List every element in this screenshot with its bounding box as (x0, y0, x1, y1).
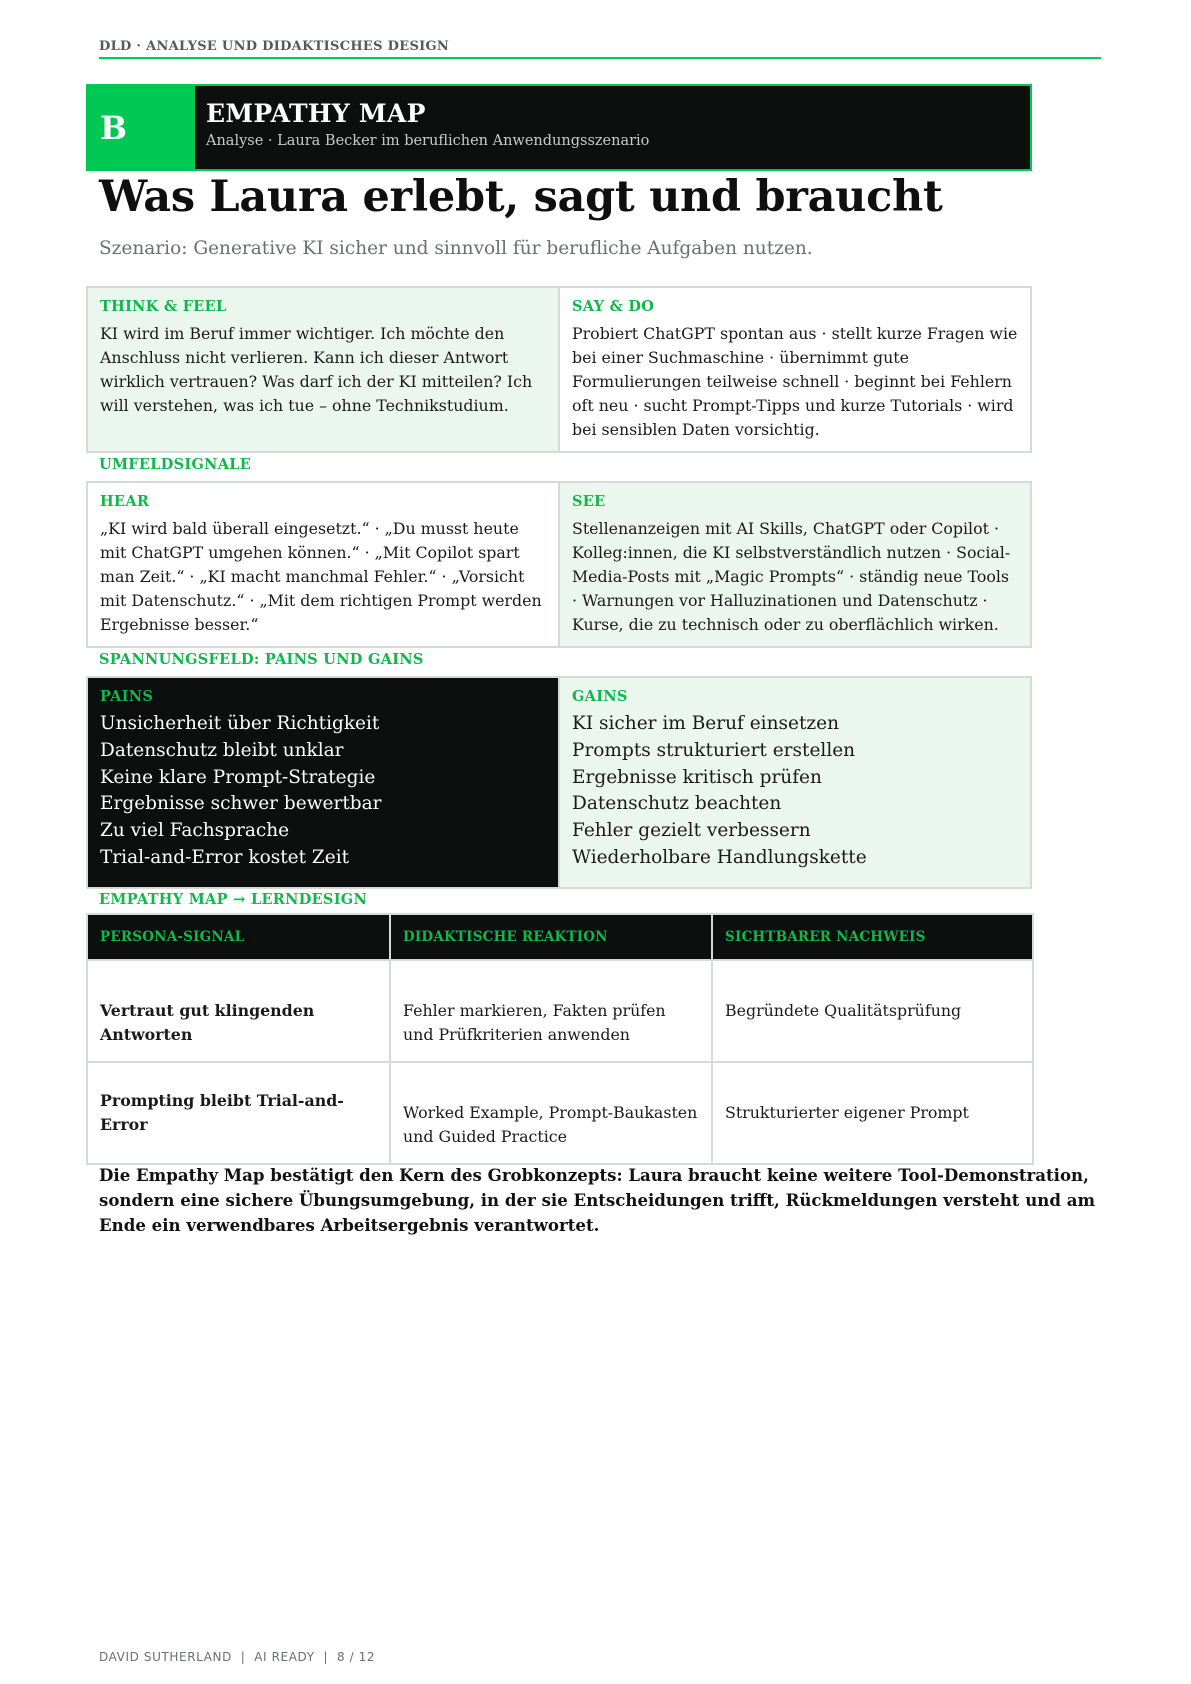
section-letter: B (88, 86, 195, 169)
think-feel-card (88, 288, 558, 451)
empathy-grid-top (86, 286, 1032, 453)
cell-text: Strukturierter eigener Prompt (725, 1103, 969, 1122)
lerndesign-table (86, 913, 1034, 1165)
page-title: Was Laura erlebt, sagt und braucht (99, 172, 943, 222)
cell-text: Vertraut gut klingenden Antworten (100, 1001, 315, 1044)
hear-card (88, 483, 558, 646)
gain-item: Wiederholbare Handlungskette (572, 846, 867, 868)
gain-item: Ergebnisse kritisch prüfen (572, 766, 822, 788)
page-footer: DAVID SUTHERLAND | AI READY | 8 / 12 (99, 1650, 376, 1664)
spannung-label: SPANNUNGSFELD: PAINS UND GAINS (99, 651, 424, 668)
gains-label: GAINS (572, 688, 628, 705)
table-row (87, 960, 1033, 1062)
hear-text: „KI wird bald überall eingesetzt.“ · „Du musst heute mit ChatGPT umgehen können.“ · „Mit Copilot spart man Zeit.“ · „KI macht manchmal Fehler.“ · „Vorsicht mit Datenschutz.“ · „Mit dem richtigen Prompt werden Ergebnisse besser.“ (100, 519, 542, 634)
lerndesign-label: EMPATHY MAP → LERNDESIGN (99, 891, 368, 908)
pains-gains-grid (86, 676, 1032, 889)
gain-item: KI sicher im Beruf einsetzen (572, 713, 840, 734)
column-header-persona-signal: PERSONA-SIGNAL (87, 914, 390, 960)
cell-text: Prompting bleibt Trial-and-Error (100, 1091, 344, 1134)
gain-item: Prompts strukturiert erstellen (572, 739, 856, 761)
pain-item: Trial-and-Error kostet Zeit (100, 846, 350, 868)
see-card (558, 483, 1030, 646)
page-subtitle: Szenario: Generative KI sicher und sinnvoll für berufliche Aufgaben nutzen. (99, 238, 813, 259)
say-do-text: Probiert ChatGPT spontan aus · stellt kurze Fragen wie bei einer Suchmaschine · übernimmt gute Formulierungen teilweise schnell · beginnt bei Fehlern oft neu · sucht Prompt-Tipps und kurze Tutorials · wird bei sensiblen Daten vorsichtig. (572, 324, 1018, 439)
table-cell (712, 960, 1033, 1062)
pain-item: Unsicherheit über Richtigkeit (100, 713, 380, 734)
pains-card (88, 678, 558, 887)
table-row (87, 1062, 1033, 1164)
hear-label: HEAR (100, 493, 150, 510)
think-feel-label: THINK & FEEL (100, 298, 227, 315)
gains-card (558, 678, 1030, 887)
running-head: DLD · ANALYSE UND DIDAKTISCHES DESIGN (99, 39, 1101, 59)
table-cell (87, 960, 390, 1062)
pains-label: PAINS (100, 688, 154, 705)
see-text: Stellenanzeigen mit AI Skills, ChatGPT oder Copilot · Kolleg:innen, die KI selbstverständlich nutzen · Social-Media-Posts mit „Magic Prompts“ · ständig neue Tools · Warnungen vor Halluzinationen und Datenschutz · Kurse, die zu technisch oder zu oberflächlich wirken. (572, 519, 1011, 634)
cell-text: Fehler markieren, Fakten prüfen und Prüfkriterien anwenden (403, 1001, 666, 1044)
think-feel-text: KI wird im Beruf immer wichtiger. Ich möchte den Anschluss nicht verlieren. Kann ich dieser Antwort wirklich vertrauen? Was darf ich der KI mitteilen? Ich will verstehen, was ich tue – ohne Technikstudium. (100, 324, 533, 415)
table-cell (87, 1062, 390, 1164)
say-do-card (558, 288, 1030, 451)
banner-subtitle: Analyse · Laura Becker im beruflichen Anwendungsszenario (206, 133, 650, 149)
column-header-nachweis: SICHTBARER NACHWEIS (712, 914, 1033, 960)
banner-title: EMPATHY MAP (206, 99, 426, 128)
say-do-label: SAY & DO (572, 298, 655, 315)
table-cell (390, 960, 712, 1062)
empathy-grid-middle (86, 481, 1032, 648)
umfeld-label: UMFELDSIGNALE (99, 456, 252, 473)
cell-text: Worked Example, Prompt-Baukasten und Guided Practice (403, 1103, 698, 1146)
pain-item: Zu viel Fachsprache (100, 820, 290, 842)
gain-item: Fehler gezielt verbessern (572, 820, 811, 842)
column-header-didaktische-reaktion: DIDAKTISCHE REAKTION (390, 914, 712, 960)
banner-text (195, 86, 649, 169)
section-banner (86, 84, 1032, 171)
cell-text: Begründete Qualitätsprüfung (725, 1001, 962, 1020)
pain-item: Datenschutz bleibt unklar (100, 739, 344, 761)
conclusion-text: Die Empathy Map bestätigt den Kern des Grobkonzepts: Laura braucht keine weitere Tool-Demonstration, sondern eine sichere Übungsumgebung, in der sie Entscheidungen trifft, Rückmeldungen versteht und am Ende ein verwendbares Arbeitsergebnis verantwortet. (99, 1165, 1096, 1235)
table-cell (390, 1062, 712, 1164)
pain-item: Keine klare Prompt-Strategie (100, 766, 376, 788)
see-label: SEE (572, 493, 606, 510)
table-header-row (87, 914, 1033, 960)
table-cell (712, 1062, 1033, 1164)
gain-item: Datenschutz beachten (572, 793, 782, 815)
pain-item: Ergebnisse schwer bewertbar (100, 793, 382, 815)
